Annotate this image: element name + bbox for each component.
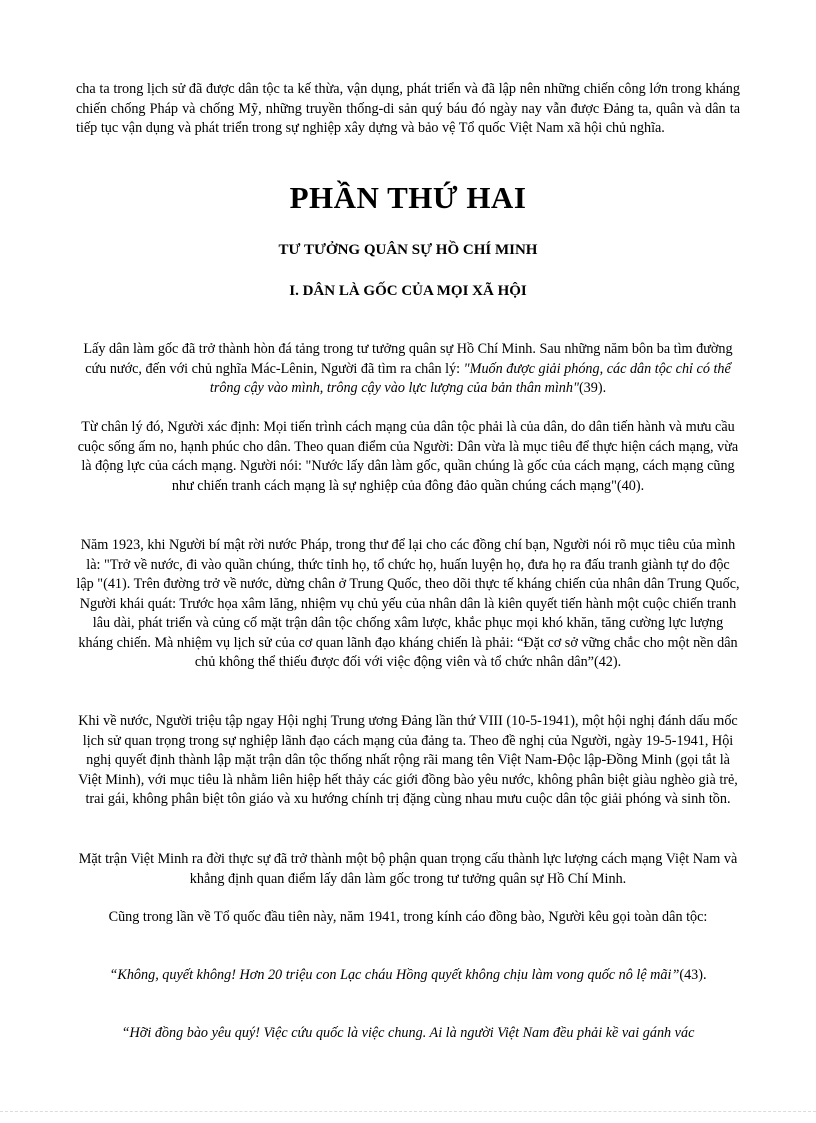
paragraph-5: Mặt trận Việt Minh ra đời thực sự đã trở thành một bộ phận quan trọng cấu thành lực lượng cách mạng Việt Nam và khẳng định quan điểm lấy dân làm gốc trong tư tưởng quân sự Hồ Chí Minh. <box>78 851 738 887</box>
paragraph-1-ref: (39). <box>578 380 607 396</box>
quote-1-ref: (43). <box>679 967 707 983</box>
intro-paragraph: cha ta trong lịch sử đã được dân tộc ta kế thừa, vận dụng, phát triển và đã lập nên những chiến công lớn trong kháng chiến chống Pháp và chống Mỹ, những truyền thống-di sản quý báu đó ngày nay vẫn được Đảng ta, quân và dân ta tiếp tục vận dụng và phát triển trong sự nghiệp xây dựng và bảo vệ Tổ quốc Việt Nam xã hội chủ nghĩa. <box>76 81 740 136</box>
paragraph-3: Năm 1923, khi Người bí mật rời nước Pháp, trong thư để lại cho các đồng chí bạn, Người nói rõ mục tiêu của mình là: "Trở về nước, đi vào quần chúng, thức tỉnh họ, tổ chức họ, huấn luyện họ, đưa họ ra đấu tranh giành tự do độc lập "(41). Trên đường trở về nước, dừng chân ở Trung Quốc, theo dõi thực tế kháng chiến của nhân dân Trung Quốc, Người khái quát: Trước họa xâm lăng, nhiệm vụ chủ yếu của nhân dân là kiên quyết tiến hành một cuộc chiến tranh lâu dài, phát triển và củng cố mặt trận dân tộc chống xâm lược, khắc phục mọi khó khăn, tăng cường lực lượng kháng chiến. Mà nhiệm vụ lịch sử của cơ quan lãnh đạo kháng chiến là phải: “Đặt cơ sở vững chắc cho một nền dân chủ không thể thiếu được đối với việc động viên và tổ chức nhân dân”(42). <box>76 537 740 670</box>
paragraph-4: Khi về nước, Người triệu tập ngay Hội nghị Trung ương Đảng lần thứ VIII (10-5-1941), một hội nghị đánh dấu mốc lịch sử quan trọng trong sự nghiệp lãnh đạo cách mạng của đảng ta. Theo đề nghị của Người, ngày 19-5-1941, Hội nghị quyết định thành lập mặt trận dân tộc thống nhất rộng rãi mang tên Việt Nam-Độc lập-Đồng Minh (gọi tắt là Việt Minh), với mục tiêu là nhằm liên hiệp hết thảy các giới đồng bào yêu nước, không phân biệt giàu nghèo già trẻ, trai gái, không phân biệt tôn giáo và xu hướng chính trị đặng cùng nhau mưu cuộc dân tộc giải phóng và sinh tồn. <box>78 713 738 807</box>
paragraph-6: Cũng trong lần về Tổ quốc đầu tiên này, năm 1941, trong kính cáo đồng bào, Người kêu gọi toàn dân tộc: <box>108 909 708 925</box>
paragraph-2: Từ chân lý đó, Người xác định: Mọi tiến trình cách mạng của dân tộc phải là của dân, do dân tiến hành và mưu cầu cuộc sống ấm no, hạnh phúc cho dân. Theo quan điểm của Người: Dân vừa là mục tiêu để thực hiện cách mạng, vừa là động lực của cách mạng. Người nói: "Nước lấy dân làm gốc, quần chúng là gốc của cách mạng, cách mạng cũng như chiến tranh cách mạng là sự nghiệp của đông đảo quần chúng cách mạng"(40). <box>77 419 739 494</box>
quote-2: “Hỡi đồng bào yêu quý! Việc cứu quốc là việc chung. Ai là người Việt Nam đều phải kề vai gánh vác <box>121 1025 695 1041</box>
subtitle: TƯ TƯỞNG QUÂN SỰ HỒ CHÍ MINH <box>278 242 538 258</box>
page-bottom-divider <box>0 1111 816 1112</box>
quote-1 <box>76 966 740 986</box>
section-title: I. DÂN LÀ GỐC CỦA MỌI XÃ HỘI <box>289 283 527 299</box>
paragraph-1 <box>76 340 740 399</box>
quote-1-text: “Không, quyết không! Hơn 20 triệu con Lạc cháu Hồng quyết không chịu làm vong quốc nô lệ mãi” <box>109 967 680 983</box>
part-title: PHẦN THỨ HAI <box>289 180 527 215</box>
paragraph-1-text: Lấy dân làm gốc đã trở thành hòn đá tảng trong tư tưởng quân sự Hồ Chí Minh. Sau những năm bôn ba tìm đường cứu nước, đến với chủ nghĩa Mác-Lênin, Người đã tìm ra chân lý: <box>83 341 733 377</box>
paragraph-1-quote: "Muốn được giải phóng, các dân tộc chỉ có thể trông cậy vào mình, trông cậy vào lực lượng của bản thân mình" <box>209 360 731 396</box>
